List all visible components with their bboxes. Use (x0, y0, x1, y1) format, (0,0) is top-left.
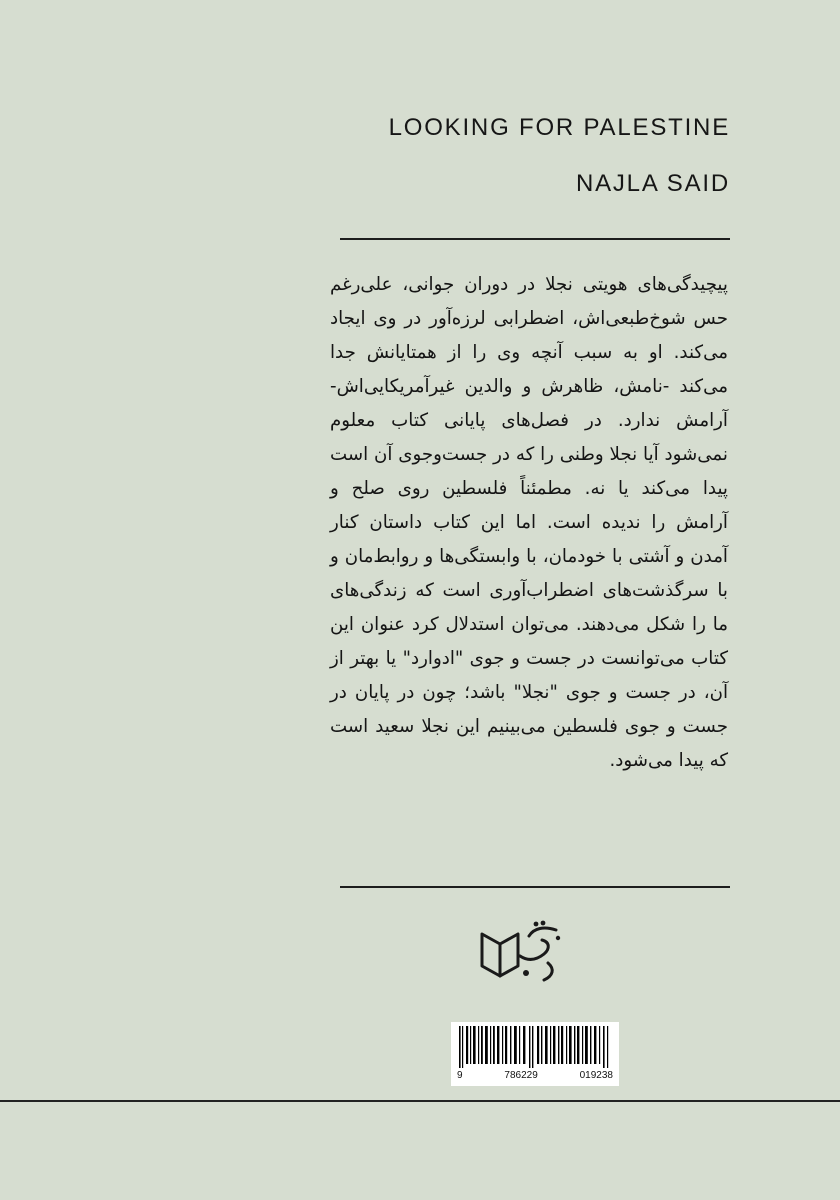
book-title: LOOKING FOR PALESTINE (388, 114, 730, 141)
title-block (330, 116, 730, 196)
isbn-barcode (451, 1022, 619, 1086)
barcode-bars (457, 1026, 613, 1068)
publisher-logo-icon (474, 918, 570, 986)
book-blurb (330, 268, 728, 778)
barcode-digit-prefix: 9 (457, 1070, 463, 1081)
blurb-text: پیچیدگی‌های هویتی نجلا در دوران جوانی، علی‌رغم حس شوخ‌طبعی‌اش، اضطرابی لرزه‌آور در وی ایجاد می‌کند. او به سبب آنچه وی را از همتایانش جدا می‌کند -نامش، ظاهرش و والدین غیرآمریکایی‌اش- آرامش ندارد. در فصل‌های پایانی کتاب معلوم نمی‌شود آیا نجلا وطنی را که در جست‌وجوی آن است پیدا می‌کند یا نه. مطمئناً فلسطین روی صلح و آرامش را ندیده است. اما این کتاب داستان کنار آمدن و آشتی با خودمان، با وابستگی‌ها و روابط‌مان و با سرگذشت‌های اضطراب‌آوری است که زندگی‌های ما را شکل می‌دهند. می‌توان استدلال کرد عنوان این کتاب می‌توانست در جست و جوی "ادوارد" یا بهتر از آن، در جست و جوی "نجلا" باشد؛ چون در پایان در جست و جوی فلسطین می‌بینیم این نجلا سعید است که پیدا می‌شود. (330, 274, 728, 771)
barcode-number (457, 1070, 613, 1082)
barcode-digit-group-1: 786229 (504, 1070, 538, 1081)
base-divider (0, 1100, 840, 1102)
barcode-digit-group-2: 019238 (579, 1070, 613, 1081)
top-divider (340, 238, 730, 240)
bottom-divider (340, 886, 730, 888)
author-name: NAJLA SAID (575, 170, 730, 197)
